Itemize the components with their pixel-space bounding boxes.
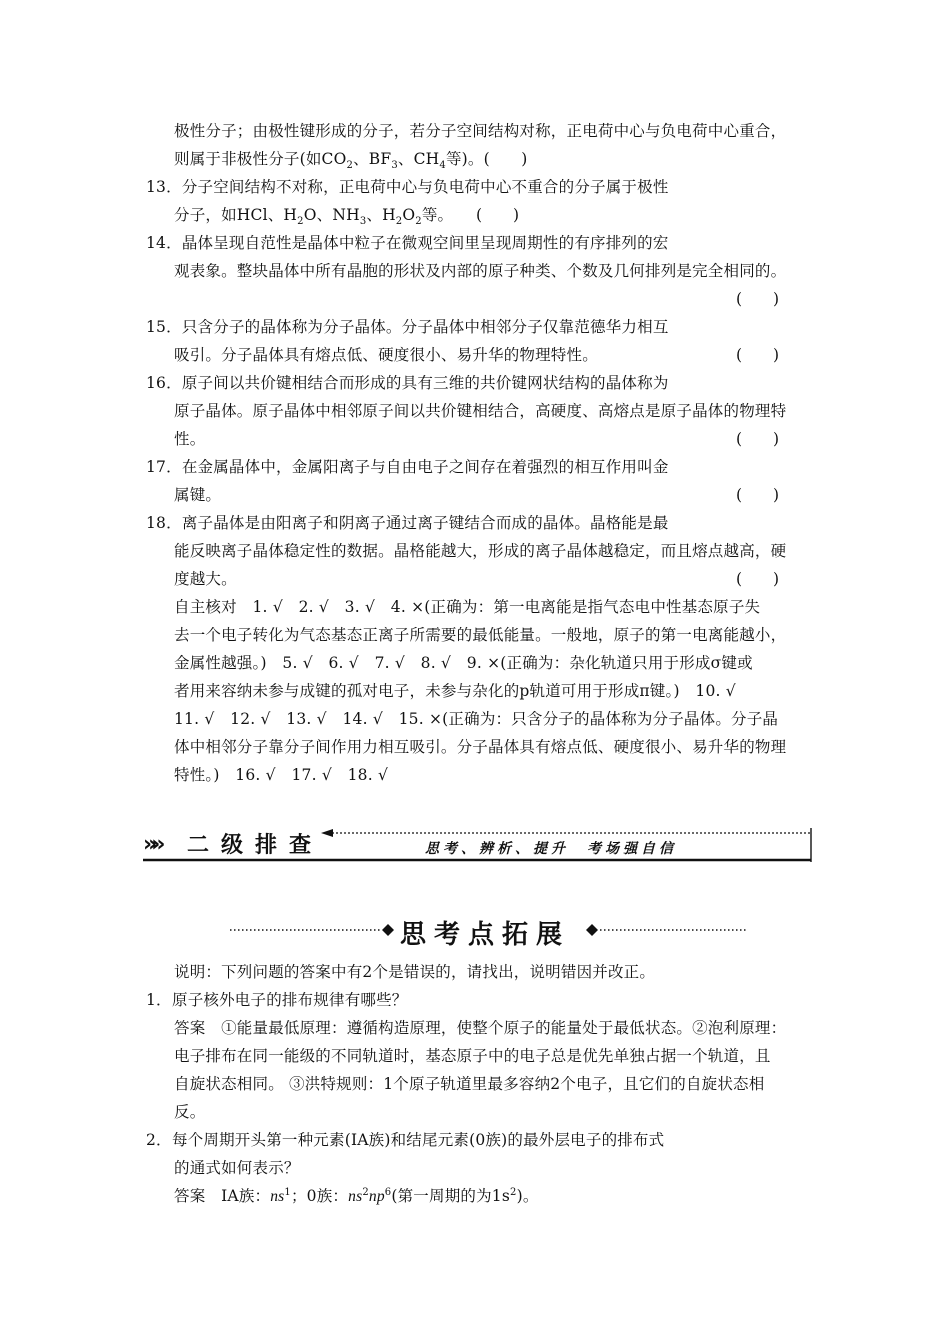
answer-key-line: 自主核对 1. √ 2. √ 3. √ 4. ×(正确为：第一电离能是指气态电中性基态原子失 bbox=[174, 598, 761, 616]
text-line: 性。 bbox=[174, 430, 206, 448]
text-line: 极性分子；由极性键形成的分子，若分子空间结构对称，正电荷中心与负电荷中心重合， bbox=[174, 122, 787, 140]
question-2: 2．每个周期开头第一种元素(ⅠA族)和结尾元素(0族)的最外层电子的排布式 bbox=[146, 1131, 665, 1149]
question-18: 18．离子晶体是由阳离子和阴离子通过离子键结合而成的晶体。晶格能是最 bbox=[146, 514, 669, 532]
answer-key-line: 者用来容纳未参与成键的孤对电子，未参与杂化的p轨道可用于形成π键。) 10. √ bbox=[174, 682, 736, 700]
answer-line: 自旋状态相同。 ③洪特规则：1个原子轨道里最多容纳2个电子，且它们的自旋状态相 bbox=[174, 1075, 765, 1093]
answer-blank: ( ) bbox=[736, 570, 780, 588]
question-1: 1．原子核外电子的排布规律有哪些？ bbox=[146, 991, 408, 1009]
chevron-icon: »» bbox=[143, 832, 160, 857]
section-subtitle: 思考、辨析、提升 考场强自信 bbox=[425, 841, 677, 857]
text-line: 分子，如HCl、$H_2O$、$NH_3$、$H_2O_2$等。 bbox=[174, 206, 454, 228]
answer-line: 反。 bbox=[174, 1103, 206, 1121]
text-line: 观表象。整块晶体中所有晶胞的形状及内部的原子种类、个数及几何排列是完全相同的。 bbox=[174, 262, 787, 280]
question-15: 15．只含分子的晶体称为分子晶体。分子晶体中相邻分子仅靠范德华力相互 bbox=[146, 318, 669, 336]
topic-heading bbox=[230, 912, 750, 952]
question-14: 14．晶体呈现自范性是晶体中粒子在微观空间里呈现周期性的有序排列的宏 bbox=[146, 234, 669, 252]
question-13: 13．分子空间结构不对称，正电荷中心与负电荷中心不重合的分子属于极性 bbox=[146, 178, 669, 196]
answer-blank: ( ) bbox=[736, 486, 780, 504]
section-title: 二级排查 bbox=[187, 833, 324, 858]
answer-line: 答案 ①能量最低原理：遵循构造原理，使整个原子的能量处于最低状态。②泡利原理： bbox=[174, 1019, 787, 1037]
answer-key-line: 去一个电子转化为气态基态正离子所需要的最低能量。一般地，原子的第一电离能越小， bbox=[174, 626, 787, 644]
text-line: 吸引。分子晶体具有熔点低、硬度很小、易升华的物理特性。 bbox=[174, 346, 598, 364]
answer-blank: ( ) bbox=[736, 290, 780, 308]
text-line: 属键。 bbox=[174, 486, 222, 504]
text-line: 的通式如何表示？ bbox=[174, 1159, 300, 1177]
answer-blank: ( ) bbox=[736, 346, 780, 364]
text-line: 能反映离子晶体稳定性的数据。晶格能越大，形成的离子晶体越稳定，而且熔点越高，硬 bbox=[174, 542, 787, 560]
text-line: 原子晶体。原子晶体中相邻原子间以共价键相结合，高硬度、高熔点是原子晶体的物理特 bbox=[174, 402, 787, 420]
answer-key-line: 特性。) 16. √ 17. √ 18. √ bbox=[174, 766, 389, 784]
answer-key-line: 金属性越强。) 5. √ 6. √ 7. √ 8. √ 9. ×(正确为：杂化轨道只用于形成σ键或 bbox=[174, 654, 753, 672]
section-banner bbox=[143, 826, 813, 864]
answer-key-line: 11. √ 12. √ 13. √ 14. √ 15. ×(正确为：只含分子的晶体称为分子晶体。分子晶 bbox=[174, 710, 779, 728]
topic-title: 思考点拓展 bbox=[400, 920, 571, 950]
answer-key-line: 体中相邻分子靠分子间作用力相互吸引。分子晶体具有熔点低、硬度很小、易升华的物理 bbox=[174, 738, 787, 756]
text-line: 则属于非极性分子(如$CO_2$、$BF_3$、$CH_4$等)。( ) bbox=[174, 150, 528, 172]
question-16: 16．原子间以共价键相结合而形成的具有三维的共价键网状结构的晶体称为 bbox=[146, 374, 669, 392]
answer-blank: ( ) bbox=[476, 206, 520, 224]
answer-line: 答案 ⅠA族：$ns^1$；0族：$ns^2np^6$(第一周期的为$1s^2$)。 bbox=[174, 1186, 539, 1205]
text-line: 度越大。 bbox=[174, 570, 237, 588]
answer-blank: ( ) bbox=[736, 430, 780, 448]
question-17: 17．在金属晶体中，金属阳离子与自由电子之间存在着强烈的相互作用叫金 bbox=[146, 458, 669, 476]
answer-line: 电子排布在同一能级的不同轨道时，基态原子中的电子总是优先单独占据一个轨道，且 bbox=[174, 1047, 771, 1065]
intro-text: 说明：下列问题的答案中有2个是错误的，请找出，说明错因并改正。 bbox=[174, 963, 656, 981]
